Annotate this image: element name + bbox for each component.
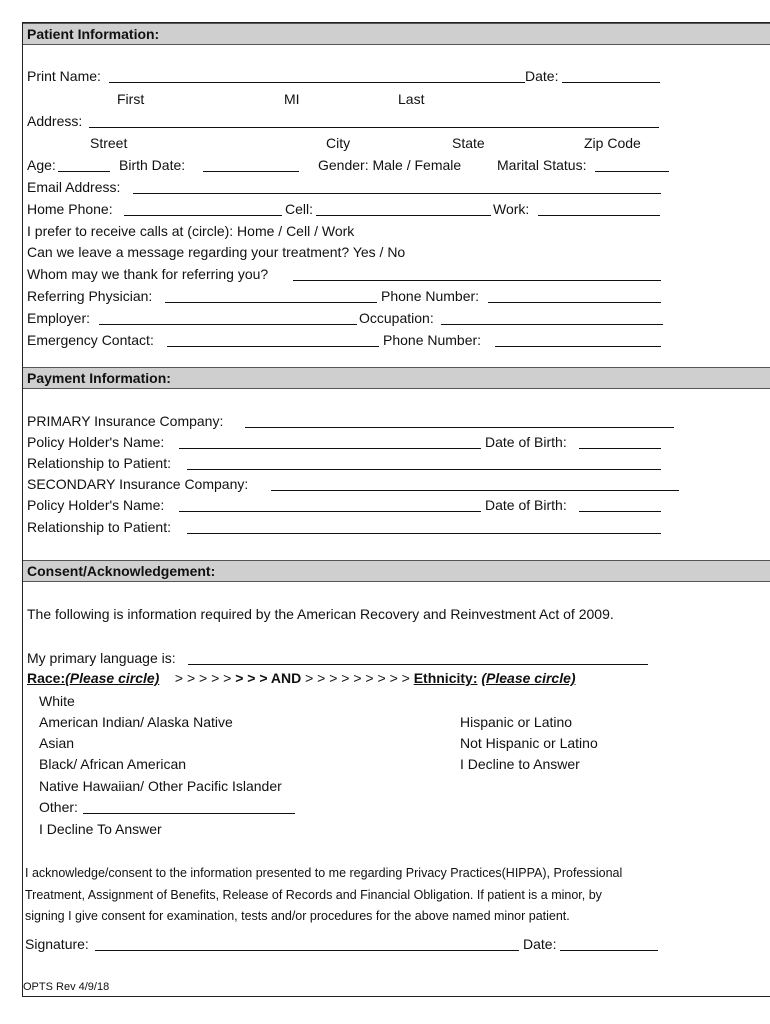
dob-1-field[interactable] (579, 448, 661, 449)
emergency-contact-label: Emergency Contact: (27, 332, 154, 348)
street-caption: Street (90, 135, 128, 151)
print-name-label: Print Name: (27, 68, 101, 84)
home-phone-field[interactable] (124, 215, 282, 216)
ethnicity-option-not-hispanic[interactable]: Not Hispanic or Latino (460, 735, 598, 751)
birth-date-label: Birth Date: (119, 157, 186, 173)
intake-form (22, 22, 770, 997)
emergency-contact-field[interactable] (167, 346, 379, 347)
race-option-american-indian[interactable]: American Indian/ Alaska Native (39, 714, 233, 730)
secondary-insurance-label: SECONDARY Insurance Company: (27, 476, 249, 492)
employer-field[interactable] (99, 324, 357, 325)
race-option-white[interactable]: White (39, 693, 75, 709)
ethnicity-circle-instruction: (Please circle) (481, 670, 576, 686)
primary-insurance-field[interactable] (245, 427, 674, 428)
city-caption: City (326, 135, 351, 151)
patient-info-header: Patient Information: (23, 23, 770, 45)
prefer-calls-text[interactable]: I prefer to receive calls at (circle): Home / Cell / Work (27, 223, 355, 239)
address-field[interactable] (89, 127, 659, 128)
marital-status-field[interactable] (595, 171, 669, 172)
primary-language-field[interactable] (188, 664, 648, 665)
home-phone-label: Home Phone: (27, 201, 113, 217)
gender-label[interactable]: Gender: Male / Female (318, 157, 462, 173)
relationship-2-field[interactable] (187, 533, 661, 534)
leave-message-text[interactable]: Can we leave a message regarding your treatment? Yes / No (27, 244, 406, 260)
ethnicity-option-decline[interactable]: I Decline to Answer (460, 756, 580, 772)
emergency-phone-label: Phone Number: (383, 332, 482, 348)
race-ethnicity-heading (27, 670, 576, 687)
occupation-field[interactable] (441, 324, 663, 325)
race-label: Race: (27, 670, 66, 686)
work-field[interactable] (538, 215, 660, 216)
marital-status-label: Marital Status: (497, 157, 587, 173)
arrows-left: > > > > > (174, 670, 236, 686)
primary-insurance-label: PRIMARY Insurance Company: (27, 413, 224, 429)
zip-caption: Zip Code (584, 135, 641, 151)
referring-physician-field[interactable] (165, 302, 377, 303)
race-option-asian[interactable]: Asian (39, 735, 75, 751)
consent-header: Consent/Acknowledgement: (23, 560, 770, 582)
age-field[interactable] (58, 171, 110, 172)
race-option-native-hawaiian[interactable]: Native Hawaiian/ Other Pacific Islander (39, 778, 282, 794)
relationship-1-field[interactable] (187, 469, 661, 470)
revision-footer: OPTS Rev 4/9/18 (23, 981, 110, 993)
policy-holder-2-field[interactable] (179, 511, 481, 512)
acknowledgement-line-3: signing I give consent for examination, tests and/or procedures for the above named minor patient. (25, 909, 570, 923)
acknowledgement-line-2: Treatment, Assignment of Benefits, Release of Records and Financial Obligation. If patient is a minor, by (25, 888, 602, 902)
age-label: Age: (27, 157, 56, 173)
email-label: Email Address: (27, 179, 121, 195)
referral-thanks-field[interactable] (293, 280, 661, 281)
signature-field[interactable] (95, 950, 519, 951)
payment-info-header: Payment Information: (23, 367, 770, 389)
race-option-black[interactable]: Black/ African American (39, 756, 187, 772)
occupation-label: Occupation: (359, 310, 434, 326)
relationship-2-label: Relationship to Patient: (27, 519, 171, 535)
policy-holder-2-label: Policy Holder's Name: (27, 497, 165, 513)
race-option-decline[interactable]: I Decline To Answer (39, 821, 162, 837)
secondary-insurance-field[interactable] (271, 490, 679, 491)
referring-physician-label: Referring Physician: (27, 288, 153, 304)
phone-number-label: Phone Number: (381, 288, 480, 304)
employer-label: Employer: (27, 310, 91, 326)
address-label: Address: (27, 113, 83, 129)
arrows-right: > > > > > > > > > (301, 670, 414, 686)
primary-language-label: My primary language is: (27, 650, 176, 666)
cell-field[interactable] (316, 215, 491, 216)
signature-date-field[interactable] (560, 950, 658, 951)
race-option-other[interactable]: Other: (39, 799, 78, 815)
signature-label: Signature: (25, 936, 89, 952)
mi-caption: MI (284, 91, 300, 107)
last-caption: Last (398, 91, 425, 107)
signature-date-label: Date: (523, 936, 557, 952)
ethnicity-option-hispanic[interactable]: Hispanic or Latino (460, 714, 573, 730)
relationship-1-label: Relationship to Patient: (27, 455, 171, 471)
policy-holder-1-field[interactable] (179, 448, 481, 449)
print-name-field[interactable] (109, 82, 525, 83)
race-other-field[interactable] (83, 813, 295, 814)
email-field[interactable] (133, 193, 661, 194)
date-label: Date: (525, 68, 559, 84)
state-caption: State (452, 135, 485, 151)
arrows-and: > > > AND (235, 670, 302, 686)
cell-label: Cell: (285, 201, 314, 217)
phone-number-field[interactable] (488, 302, 661, 303)
race-circle-instruction: (Please circle) (65, 670, 160, 686)
dob-2-label: Date of Birth: (485, 497, 567, 513)
date-field[interactable] (562, 82, 660, 83)
first-caption: First (117, 91, 145, 107)
referral-thanks-label: Whom may we thank for referring you? (27, 266, 269, 282)
arra-statement: The following is information required by the American Recovery and Reinvestment Act of 2009. (27, 606, 614, 622)
ethnicity-label: Ethnicity: (413, 670, 478, 686)
work-label: Work: (493, 201, 530, 217)
dob-1-label: Date of Birth: (485, 434, 567, 450)
acknowledgement-line-1: I acknowledge/consent to the information presented to me regarding Privacy Practices(HIPPA), Professional (25, 866, 623, 880)
birth-date-field[interactable] (203, 171, 299, 172)
policy-holder-1-label: Policy Holder's Name: (27, 434, 165, 450)
emergency-phone-field[interactable] (495, 346, 661, 347)
dob-2-field[interactable] (579, 511, 661, 512)
